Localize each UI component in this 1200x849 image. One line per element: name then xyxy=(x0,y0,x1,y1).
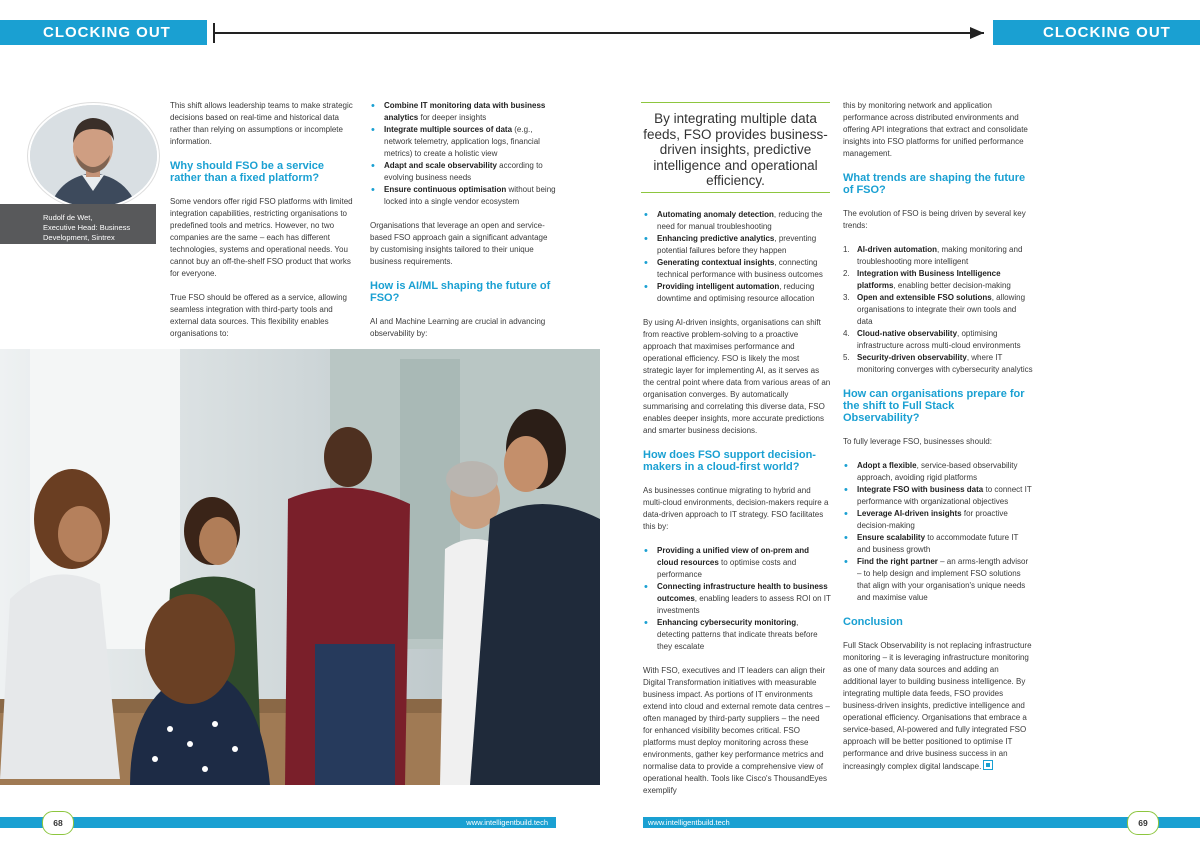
list-item: 3. Open and extensible FSO solutions, allowing organisations to integrate their own tools and data xyxy=(843,293,1026,326)
footer-url-link[interactable]: www.intelligentbuild.tech xyxy=(466,818,548,827)
paragraph: To fully leverage FSO, businesses should: xyxy=(843,437,992,446)
paragraph: Some vendors offer rigid FSO platforms with limited integration capabilities, restricting organisations to predefined tools and metrics. However, no two companies are the same – each has different technologies, systems and operational needs. You cannot buy an off-the-shelf FSO product that works for everyone. xyxy=(170,197,353,278)
list-item: • Integrate FSO with business data to connect IT performance with organizational objectives xyxy=(843,484,1033,508)
list-item: • Enhancing predictive analytics, preventing potential failures before they happen xyxy=(643,233,831,257)
paragraph: AI and Machine Learning are crucial in advancing observability by: xyxy=(370,317,546,338)
list-item: 1. AI-driven automation, making monitoring and troubleshooting more intelligent xyxy=(843,245,1023,266)
paragraph xyxy=(843,640,1033,773)
caption-company: Development, Sintrex xyxy=(43,233,115,242)
heading: What trends are shaping the future of FSO? xyxy=(843,172,1026,196)
conclusion-text: Full Stack Observability is not replacing infrastructure monitoring – it is leveraging infrastructure monitoring as one of many data sources and adding an additional layer to building business intelligence. By integrating multiple data feeds, FSO provides business-driven insights, predictive intelligence and operational efficiency. Organisations that embrace a service-based, AI-powered and fully integrated FSO approach will be better positioned to optimise IT performance and drive business success in an increasingly complex digital landscape. xyxy=(843,641,1032,771)
list-item: • Leverage AI-driven insights for proactive decision-making xyxy=(843,508,1033,532)
heading: How is AI/ML shaping the future of FSO? xyxy=(370,280,551,304)
list-item: 2. Integration with Business Intelligence platforms, enabling better decision-making xyxy=(843,269,1011,290)
benefits-list xyxy=(370,100,558,208)
list-item: • Automating anomaly detection, reducing the need for manual troubleshooting xyxy=(643,209,831,233)
meeting-photo xyxy=(0,349,600,785)
portrait-illustration xyxy=(30,105,157,207)
caption-name: Rudolf de Wet, xyxy=(43,213,93,222)
cloud-benefits-list xyxy=(643,545,831,653)
section-tab-left: CLOCKING OUT xyxy=(0,20,207,45)
list-item: • Combine IT monitoring data with business analytics for deeper insights xyxy=(370,100,558,124)
meeting-photo-illustration xyxy=(0,349,600,785)
paragraph: The evolution of FSO is being driven by several key trends: xyxy=(843,209,1026,230)
heading: How can organisations prepare for the shift to Full Stack Observability? xyxy=(843,388,1025,424)
page-number-right: 69 xyxy=(1127,811,1159,835)
column-4 xyxy=(843,100,1033,785)
paragraph: this by monitoring network and application performance across distributed environments and offering API integrations that extract and consolidate insights into FSO platforms for unified performance management. xyxy=(843,101,1028,158)
list-item: • Enhancing cybersecurity monitoring, detecting patterns that indicate threats before they escalate xyxy=(643,617,831,653)
footer-bar-left xyxy=(0,817,556,828)
author-caption xyxy=(0,204,156,244)
footer-bar-right xyxy=(643,817,1200,828)
paragraph: This shift allows leadership teams to make strategic decisions based on real-time and historical data rather than relying on assumptions or incomplete information. xyxy=(170,101,353,146)
paragraph: As businesses continue migrating to hybrid and multi-cloud environments, decision-makers require a data-driven approach to IT strategy. FSO facilitates this by: xyxy=(643,486,829,531)
arrow-line xyxy=(214,32,984,34)
list-item: • Connecting infrastructure health to business outcomes, enabling leaders to assess ROI on IT investments xyxy=(643,581,831,617)
paragraph: Organisations that leverage an open and service-based FSO approach gain a significant advantage by customising insights tailored to their unique business requirements. xyxy=(370,221,548,266)
arrow-head-icon xyxy=(970,27,984,39)
trends-list xyxy=(843,244,1033,376)
end-of-article-icon xyxy=(983,760,993,770)
list-item: 5. Security-driven observability, where IT monitoring converges with cybersecurity analytics xyxy=(843,353,1033,374)
list-item: • Adapt and scale observability according to evolving business needs xyxy=(370,160,558,184)
heading: Why should FSO be a service rather than a fixed platform? xyxy=(170,160,325,184)
caption-title: Executive Head: Business xyxy=(43,223,131,232)
heading: Conclusion xyxy=(843,616,903,628)
pull-quote: By integrating multiple data feeds, FSO provides business-driven insights, predictive intelligence and operational efficiency. xyxy=(641,102,830,193)
paragraph: With FSO, executives and IT leaders can align their Digital Transformation initiatives with measurable business impact. As portions of IT environments extend into cloud and external remote data centres – often managed by third-party suppliers – the need for enhanced visibility becomes critical. FSO platforms must deploy monitoring across these environments, gather key performance metrics and normalise data to provide a comprehensive view of operational health. Tools like Cisco's ThousandEyes exemplify xyxy=(643,666,830,795)
list-item: • Providing intelligent automation, reducing downtime and optimising resource allocation xyxy=(643,281,831,305)
list-item: • Providing a unified view of on-prem and cloud resources to optimise costs and performance xyxy=(643,545,831,581)
preparation-list xyxy=(843,460,1033,604)
column-3 xyxy=(643,209,831,809)
paragraph: True FSO should be offered as a service, allowing seamless integration with third-party tools and external data sources. This flexibility enables organisations to: xyxy=(170,293,347,338)
list-item: • Find the right partner – an arms-length advisor – to help design and implement FSO solutions that align with your organisation's unique needs and maximise value xyxy=(843,556,1033,604)
footer-url-link[interactable]: www.intelligentbuild.tech xyxy=(648,818,730,827)
column-1 xyxy=(170,100,358,352)
ai-benefits-list xyxy=(643,209,831,305)
list-item: • Integrate multiple sources of data (e.g., network telemetry, application logs, financial metrics) to create a holistic view xyxy=(370,124,558,160)
list-item: • Generating contextual insights, connecting technical performance with business outcomes xyxy=(643,257,831,281)
paragraph: By using AI-driven insights, organisations can shift from reactive problem-solving to a proactive approach that maximises performance and operational efficiency. FSO is likely the most strategic layer for implementing AI, as it serves as the central point where data from various areas of an organisation converges. By automatically summarising and correlating this diverse data, FSO enables deeper insights, more accurate predictions and smarter business decisions. xyxy=(643,318,831,435)
section-tab-right: CLOCKING OUT xyxy=(993,20,1200,45)
list-item: • Ensure continuous optimisation without being locked into a single vendor ecosystem xyxy=(370,184,558,208)
list-item: 4. Cloud-native observability, optimising infrastructure across multi-cloud environments xyxy=(843,329,1021,350)
list-item: • Adopt a flexible, service-based observability approach, avoiding rigid platforms xyxy=(843,460,1033,484)
column-2 xyxy=(370,100,558,352)
page-number-left: 68 xyxy=(42,811,74,835)
heading: How does FSO support decision-makers in a cloud-first world? xyxy=(643,449,816,473)
list-item: • Ensure scalability to accommodate future IT and business growth xyxy=(843,532,1033,556)
author-portrait xyxy=(28,103,159,209)
